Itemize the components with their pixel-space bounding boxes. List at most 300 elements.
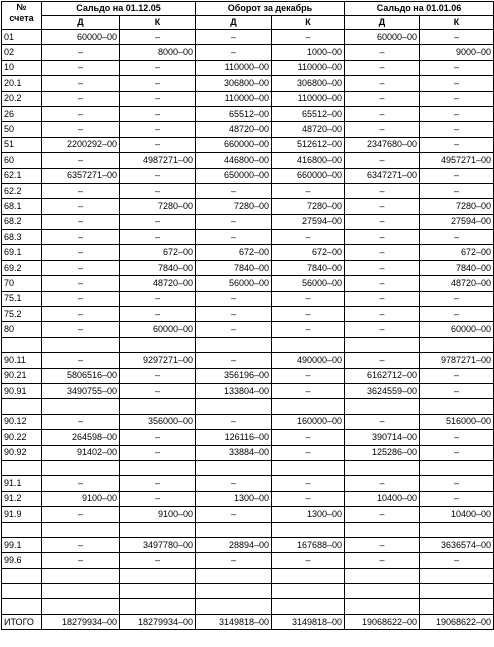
opening-debit-cell: 3490755–00 (42, 383, 120, 398)
closing-debit-cell: – (345, 199, 420, 214)
closing-debit-cell: – (345, 353, 420, 368)
turnover-debit-cell: 110000–00 (196, 60, 272, 75)
turnover-credit-cell: – (272, 430, 345, 445)
turnover-credit-cell: 48720–00 (272, 122, 345, 137)
turnover-credit-cell: 512612–00 (272, 137, 345, 152)
opening-debit-cell: – (42, 60, 120, 75)
closing-credit-cell: – (420, 491, 494, 506)
closing-credit-cell: – (420, 476, 494, 491)
closing-credit-cell: – (420, 122, 494, 137)
closing-credit-cell: – (420, 230, 494, 245)
turnover-debit-cell: 660000–00 (196, 137, 272, 152)
opening-debit-cell: – (42, 476, 120, 491)
opening-credit-cell: 48720–00 (120, 276, 196, 291)
opening-debit-cell: 264598–00 (42, 430, 120, 445)
turnover-debit-cell: – (196, 553, 272, 568)
turnover-debit-cell: – (196, 414, 272, 429)
turnover-credit-cell: – (272, 291, 345, 306)
account-header-line2: счета (9, 13, 34, 23)
turnover-debit-cell: 1300–00 (196, 491, 272, 506)
closing-debit-cell: 60000–00 (345, 30, 420, 45)
closing-debit-cell: – (345, 60, 420, 75)
opening-debit-cell: – (42, 45, 120, 60)
closing-credit-cell: – (420, 60, 494, 75)
opening-credit-cell: – (120, 122, 196, 137)
account-row (2, 91, 494, 106)
closing-credit-cell: 60000–00 (420, 322, 494, 337)
turnover-debit-cell: 126116–00 (196, 430, 272, 445)
account-number: 91.1 (2, 476, 42, 491)
closing-credit-cell: 7280–00 (420, 199, 494, 214)
opening-debit-cell: – (42, 106, 120, 121)
opening-debit-cell: – (42, 307, 120, 322)
account-row (2, 383, 494, 398)
account-number (2, 522, 42, 537)
turnover-debit-cell: – (196, 322, 272, 337)
account-number: 80 (2, 322, 42, 337)
turnover-credit-cell: – (272, 476, 345, 491)
opening-debit-cell: 2200292–00 (42, 137, 120, 152)
opening-debit-header: Д (42, 16, 120, 30)
opening-debit-cell (42, 460, 120, 475)
opening-credit-cell: – (120, 230, 196, 245)
turnover-debit-cell: 48720–00 (196, 122, 272, 137)
turnover-credit-cell: – (272, 368, 345, 383)
account-row (2, 106, 494, 121)
turnover-debit-cell: 65512–00 (196, 106, 272, 121)
turnover-balance-table (1, 1, 494, 630)
closing-debit-cell: – (345, 507, 420, 522)
turnover-debit-cell: – (196, 30, 272, 45)
turnover-header: Оборот за декабрь (196, 2, 345, 16)
closing-debit-cell: – (345, 260, 420, 275)
turnover-credit-header: К (272, 16, 345, 30)
turnover-debit-cell (196, 522, 272, 537)
account-number (2, 599, 42, 614)
closing-credit-cell: – (420, 183, 494, 198)
account-row (2, 445, 494, 460)
opening-credit-header: К (120, 16, 196, 30)
turnover-credit-cell: 27594–00 (272, 214, 345, 229)
closing-credit-cell: 19068622–00 (420, 614, 494, 629)
account-row (2, 260, 494, 275)
account-number: 51 (2, 137, 42, 152)
opening-debit-cell: 18279934–00 (42, 614, 120, 629)
closing-credit-cell: – (420, 553, 494, 568)
account-number (2, 460, 42, 475)
closing-debit-cell: 2347680–00 (345, 137, 420, 152)
closing-debit-cell: 6162712–00 (345, 368, 420, 383)
turnover-credit-cell: 672–00 (272, 245, 345, 260)
opening-credit-cell: – (120, 30, 196, 45)
spacer-row (2, 568, 494, 583)
opening-credit-cell: 7840–00 (120, 260, 196, 275)
account-row (2, 230, 494, 245)
account-row (2, 537, 494, 552)
closing-debit-cell: 3624559–00 (345, 383, 420, 398)
opening-debit-cell: – (42, 291, 120, 306)
account-number (2, 584, 42, 599)
account-number: 69.1 (2, 245, 42, 260)
closing-debit-cell: – (345, 153, 420, 168)
opening-debit-cell (42, 584, 120, 599)
turnover-debit-cell: 650000–00 (196, 168, 272, 183)
opening-debit-cell: 6357271–00 (42, 168, 120, 183)
opening-debit-cell: – (42, 199, 120, 214)
account-row (2, 368, 494, 383)
account-row (2, 476, 494, 491)
account-number: 90.12 (2, 414, 42, 429)
opening-credit-cell: – (120, 137, 196, 152)
turnover-debit-cell: – (196, 183, 272, 198)
spacer-row (2, 584, 494, 599)
turnover-debit-header: Д (196, 16, 272, 30)
account-number: 50 (2, 122, 42, 137)
total-row (2, 614, 494, 629)
account-number: 91.9 (2, 507, 42, 522)
turnover-credit-cell: – (272, 183, 345, 198)
turnover-credit-cell: 160000–00 (272, 414, 345, 429)
account-row (2, 276, 494, 291)
spacer-row (2, 337, 494, 352)
opening-debit-cell: – (42, 245, 120, 260)
account-number: 60 (2, 153, 42, 168)
closing-debit-cell: – (345, 307, 420, 322)
turnover-debit-cell (196, 568, 272, 583)
account-row (2, 430, 494, 445)
account-number: 26 (2, 106, 42, 121)
opening-debit-cell: – (42, 353, 120, 368)
closing-credit-cell: – (420, 30, 494, 45)
account-number: 10 (2, 60, 42, 75)
closing-debit-cell: 390714–00 (345, 430, 420, 445)
opening-credit-cell: – (120, 183, 196, 198)
opening-credit-cell: – (120, 445, 196, 460)
closing-credit-cell: – (420, 445, 494, 460)
opening-credit-cell: 8000–00 (120, 45, 196, 60)
turnover-debit-cell: – (196, 291, 272, 306)
closing-credit-cell: 672–00 (420, 245, 494, 260)
account-row (2, 507, 494, 522)
turnover-debit-cell (196, 584, 272, 599)
closing-debit-cell: – (345, 291, 420, 306)
opening-credit-cell: – (120, 60, 196, 75)
account-number: 69.2 (2, 260, 42, 275)
closing-debit-cell: 6347271–00 (345, 168, 420, 183)
turnover-credit-cell: 7840–00 (272, 260, 345, 275)
turnover-credit-cell (272, 460, 345, 475)
closing-credit-cell: 27594–00 (420, 214, 494, 229)
account-number: 75.1 (2, 291, 42, 306)
closing-credit-cell: 7840–00 (420, 260, 494, 275)
closing-credit-cell: 3636574–00 (420, 537, 494, 552)
turnover-debit-cell: 33884–00 (196, 445, 272, 460)
opening-credit-cell: – (120, 291, 196, 306)
turnover-credit-cell: – (272, 230, 345, 245)
turnover-credit-cell: – (272, 553, 345, 568)
closing-credit-cell (420, 399, 494, 414)
closing-credit-cell: – (420, 368, 494, 383)
opening-credit-cell: – (120, 491, 196, 506)
opening-credit-cell (120, 460, 196, 475)
account-number: 90.92 (2, 445, 42, 460)
closing-debit-cell (345, 584, 420, 599)
opening-credit-cell: 18279934–00 (120, 614, 196, 629)
opening-debit-cell (42, 399, 120, 414)
account-number: 01 (2, 30, 42, 45)
opening-credit-cell: 60000–00 (120, 322, 196, 337)
turnover-debit-cell: – (196, 307, 272, 322)
turnover-debit-cell: 3149818–00 (196, 614, 272, 629)
turnover-credit-cell (272, 399, 345, 414)
closing-debit-cell: – (345, 76, 420, 91)
opening-credit-cell: – (120, 91, 196, 106)
turnover-credit-cell: – (272, 383, 345, 398)
turnover-credit-cell: 110000–00 (272, 60, 345, 75)
turnover-credit-cell: 1000–00 (272, 45, 345, 60)
closing-debit-cell: 19068622–00 (345, 614, 420, 629)
closing-balance-header: Сальдо на 01.01.06 (345, 2, 494, 16)
account-number (2, 399, 42, 414)
closing-debit-cell: – (345, 45, 420, 60)
account-row (2, 245, 494, 260)
opening-debit-cell: – (42, 414, 120, 429)
opening-debit-cell: – (42, 537, 120, 552)
opening-credit-cell: – (120, 307, 196, 322)
table-header (2, 2, 494, 30)
account-row (2, 353, 494, 368)
turnover-debit-cell: 7280–00 (196, 199, 272, 214)
turnover-debit-cell (196, 337, 272, 352)
opening-credit-cell (120, 584, 196, 599)
account-row (2, 60, 494, 75)
closing-debit-cell: – (345, 276, 420, 291)
closing-debit-cell: – (345, 214, 420, 229)
closing-credit-cell: – (420, 307, 494, 322)
account-header-line1: № (16, 2, 27, 12)
closing-credit-cell (420, 460, 494, 475)
account-number: 75.2 (2, 307, 42, 322)
spacer-row (2, 399, 494, 414)
account-number: 99.1 (2, 537, 42, 552)
turnover-credit-cell: – (272, 30, 345, 45)
closing-credit-cell: 9000–00 (420, 45, 494, 60)
closing-credit-cell: – (420, 91, 494, 106)
account-row (2, 199, 494, 214)
opening-debit-cell: 5806516–00 (42, 368, 120, 383)
account-number: 99.6 (2, 553, 42, 568)
table-body (2, 30, 494, 630)
turnover-debit-cell (196, 460, 272, 475)
closing-debit-cell: – (345, 230, 420, 245)
opening-credit-cell: 9297271–00 (120, 353, 196, 368)
opening-debit-cell: – (42, 230, 120, 245)
opening-credit-cell: – (120, 476, 196, 491)
turnover-debit-cell: – (196, 353, 272, 368)
turnover-debit-cell: 28894–00 (196, 537, 272, 552)
opening-debit-cell: – (42, 183, 120, 198)
account-row (2, 137, 494, 152)
closing-credit-cell: – (420, 106, 494, 121)
closing-debit-cell: – (345, 537, 420, 552)
opening-credit-cell: – (120, 553, 196, 568)
turnover-debit-cell: 672–00 (196, 245, 272, 260)
turnover-credit-cell (272, 522, 345, 537)
turnover-credit-cell (272, 568, 345, 583)
account-row (2, 153, 494, 168)
turnover-debit-cell: – (196, 507, 272, 522)
opening-debit-cell: – (42, 153, 120, 168)
opening-debit-cell (42, 337, 120, 352)
spacer-row (2, 599, 494, 614)
closing-credit-cell: – (420, 291, 494, 306)
turnover-credit-cell: – (272, 307, 345, 322)
turnover-debit-cell (196, 399, 272, 414)
opening-credit-cell (120, 522, 196, 537)
closing-debit-cell: – (345, 122, 420, 137)
account-number: 91.2 (2, 491, 42, 506)
turnover-debit-cell (196, 599, 272, 614)
opening-debit-cell: – (42, 507, 120, 522)
opening-credit-cell (120, 399, 196, 414)
opening-credit-cell: 3497780–00 (120, 537, 196, 552)
account-row (2, 414, 494, 429)
closing-credit-cell: 4957271–00 (420, 153, 494, 168)
closing-debit-cell: – (345, 245, 420, 260)
closing-credit-cell: – (420, 137, 494, 152)
account-row (2, 214, 494, 229)
turnover-debit-cell: 306800–00 (196, 76, 272, 91)
turnover-credit-cell: 660000–00 (272, 168, 345, 183)
turnover-credit-cell: 490000–00 (272, 353, 345, 368)
opening-debit-cell: 91402–00 (42, 445, 120, 460)
account-number: 68.3 (2, 230, 42, 245)
turnover-credit-cell: 65512–00 (272, 106, 345, 121)
closing-debit-cell: – (345, 414, 420, 429)
closing-debit-cell: – (345, 553, 420, 568)
closing-debit-cell (345, 599, 420, 614)
opening-debit-cell: – (42, 214, 120, 229)
turnover-credit-cell (272, 599, 345, 614)
account-number: 70 (2, 276, 42, 291)
account-row (2, 45, 494, 60)
opening-credit-cell: – (120, 76, 196, 91)
opening-credit-cell: – (120, 168, 196, 183)
opening-debit-cell: – (42, 91, 120, 106)
opening-debit-cell (42, 599, 120, 614)
account-number (2, 337, 42, 352)
account-row (2, 553, 494, 568)
opening-credit-cell: 672–00 (120, 245, 196, 260)
closing-credit-cell (420, 337, 494, 352)
account-row (2, 183, 494, 198)
account-number: 68.2 (2, 214, 42, 229)
closing-debit-cell: – (345, 476, 420, 491)
opening-credit-cell: 7280–00 (120, 199, 196, 214)
closing-credit-cell (420, 568, 494, 583)
account-row (2, 76, 494, 91)
closing-debit-cell: – (345, 322, 420, 337)
closing-debit-cell (345, 399, 420, 414)
account-row (2, 291, 494, 306)
account-number: 02 (2, 45, 42, 60)
turnover-credit-cell: 306800–00 (272, 76, 345, 91)
opening-debit-cell: – (42, 553, 120, 568)
closing-credit-cell: 48720–00 (420, 276, 494, 291)
closing-debit-cell (345, 568, 420, 583)
opening-credit-cell: – (120, 430, 196, 445)
turnover-debit-cell: – (196, 230, 272, 245)
turnover-debit-cell: 356196–00 (196, 368, 272, 383)
opening-credit-cell (120, 568, 196, 583)
closing-credit-cell: 516000–00 (420, 414, 494, 429)
closing-credit-cell (420, 599, 494, 614)
closing-credit-cell: – (420, 76, 494, 91)
turnover-credit-cell: 110000–00 (272, 91, 345, 106)
turnover-credit-cell (272, 584, 345, 599)
opening-debit-cell: 9100–00 (42, 491, 120, 506)
turnover-credit-cell: – (272, 322, 345, 337)
account-row (2, 122, 494, 137)
closing-debit-cell (345, 460, 420, 475)
account-row (2, 168, 494, 183)
account-number-header (2, 2, 42, 30)
turnover-credit-cell: 1300–00 (272, 507, 345, 522)
account-row (2, 491, 494, 506)
spacer-row (2, 522, 494, 537)
opening-credit-cell: – (120, 214, 196, 229)
opening-credit-cell (120, 599, 196, 614)
closing-debit-cell: 10400–00 (345, 491, 420, 506)
closing-debit-cell (345, 522, 420, 537)
opening-credit-cell: 356000–00 (120, 414, 196, 429)
opening-debit-cell: – (42, 276, 120, 291)
opening-debit-cell: – (42, 322, 120, 337)
opening-credit-cell (120, 337, 196, 352)
opening-debit-cell (42, 568, 120, 583)
turnover-debit-cell: – (196, 45, 272, 60)
turnover-debit-cell: 133804–00 (196, 383, 272, 398)
opening-debit-cell: – (42, 260, 120, 275)
turnover-credit-cell: 416800–00 (272, 153, 345, 168)
turnover-credit-cell: 7280–00 (272, 199, 345, 214)
turnover-debit-cell: 7840–00 (196, 260, 272, 275)
turnover-debit-cell: 56000–00 (196, 276, 272, 291)
account-number: 20.1 (2, 76, 42, 91)
opening-credit-cell: – (120, 383, 196, 398)
opening-debit-cell (42, 522, 120, 537)
opening-debit-cell: – (42, 76, 120, 91)
turnover-debit-cell: – (196, 214, 272, 229)
turnover-credit-cell: 56000–00 (272, 276, 345, 291)
closing-credit-cell (420, 584, 494, 599)
closing-debit-cell: 125286–00 (345, 445, 420, 460)
account-number: 90.11 (2, 353, 42, 368)
account-number: 68.1 (2, 199, 42, 214)
turnover-credit-cell: 3149818–00 (272, 614, 345, 629)
closing-credit-header: К (420, 16, 494, 30)
opening-credit-cell: 4987271–00 (120, 153, 196, 168)
turnover-credit-cell: 167688–00 (272, 537, 345, 552)
closing-credit-cell: 9787271–00 (420, 353, 494, 368)
account-number: ИТОГО (2, 614, 42, 629)
account-row (2, 30, 494, 45)
opening-credit-cell: – (120, 368, 196, 383)
account-number (2, 568, 42, 583)
closing-credit-cell: – (420, 383, 494, 398)
opening-debit-cell: 60000–00 (42, 30, 120, 45)
account-number: 90.22 (2, 430, 42, 445)
